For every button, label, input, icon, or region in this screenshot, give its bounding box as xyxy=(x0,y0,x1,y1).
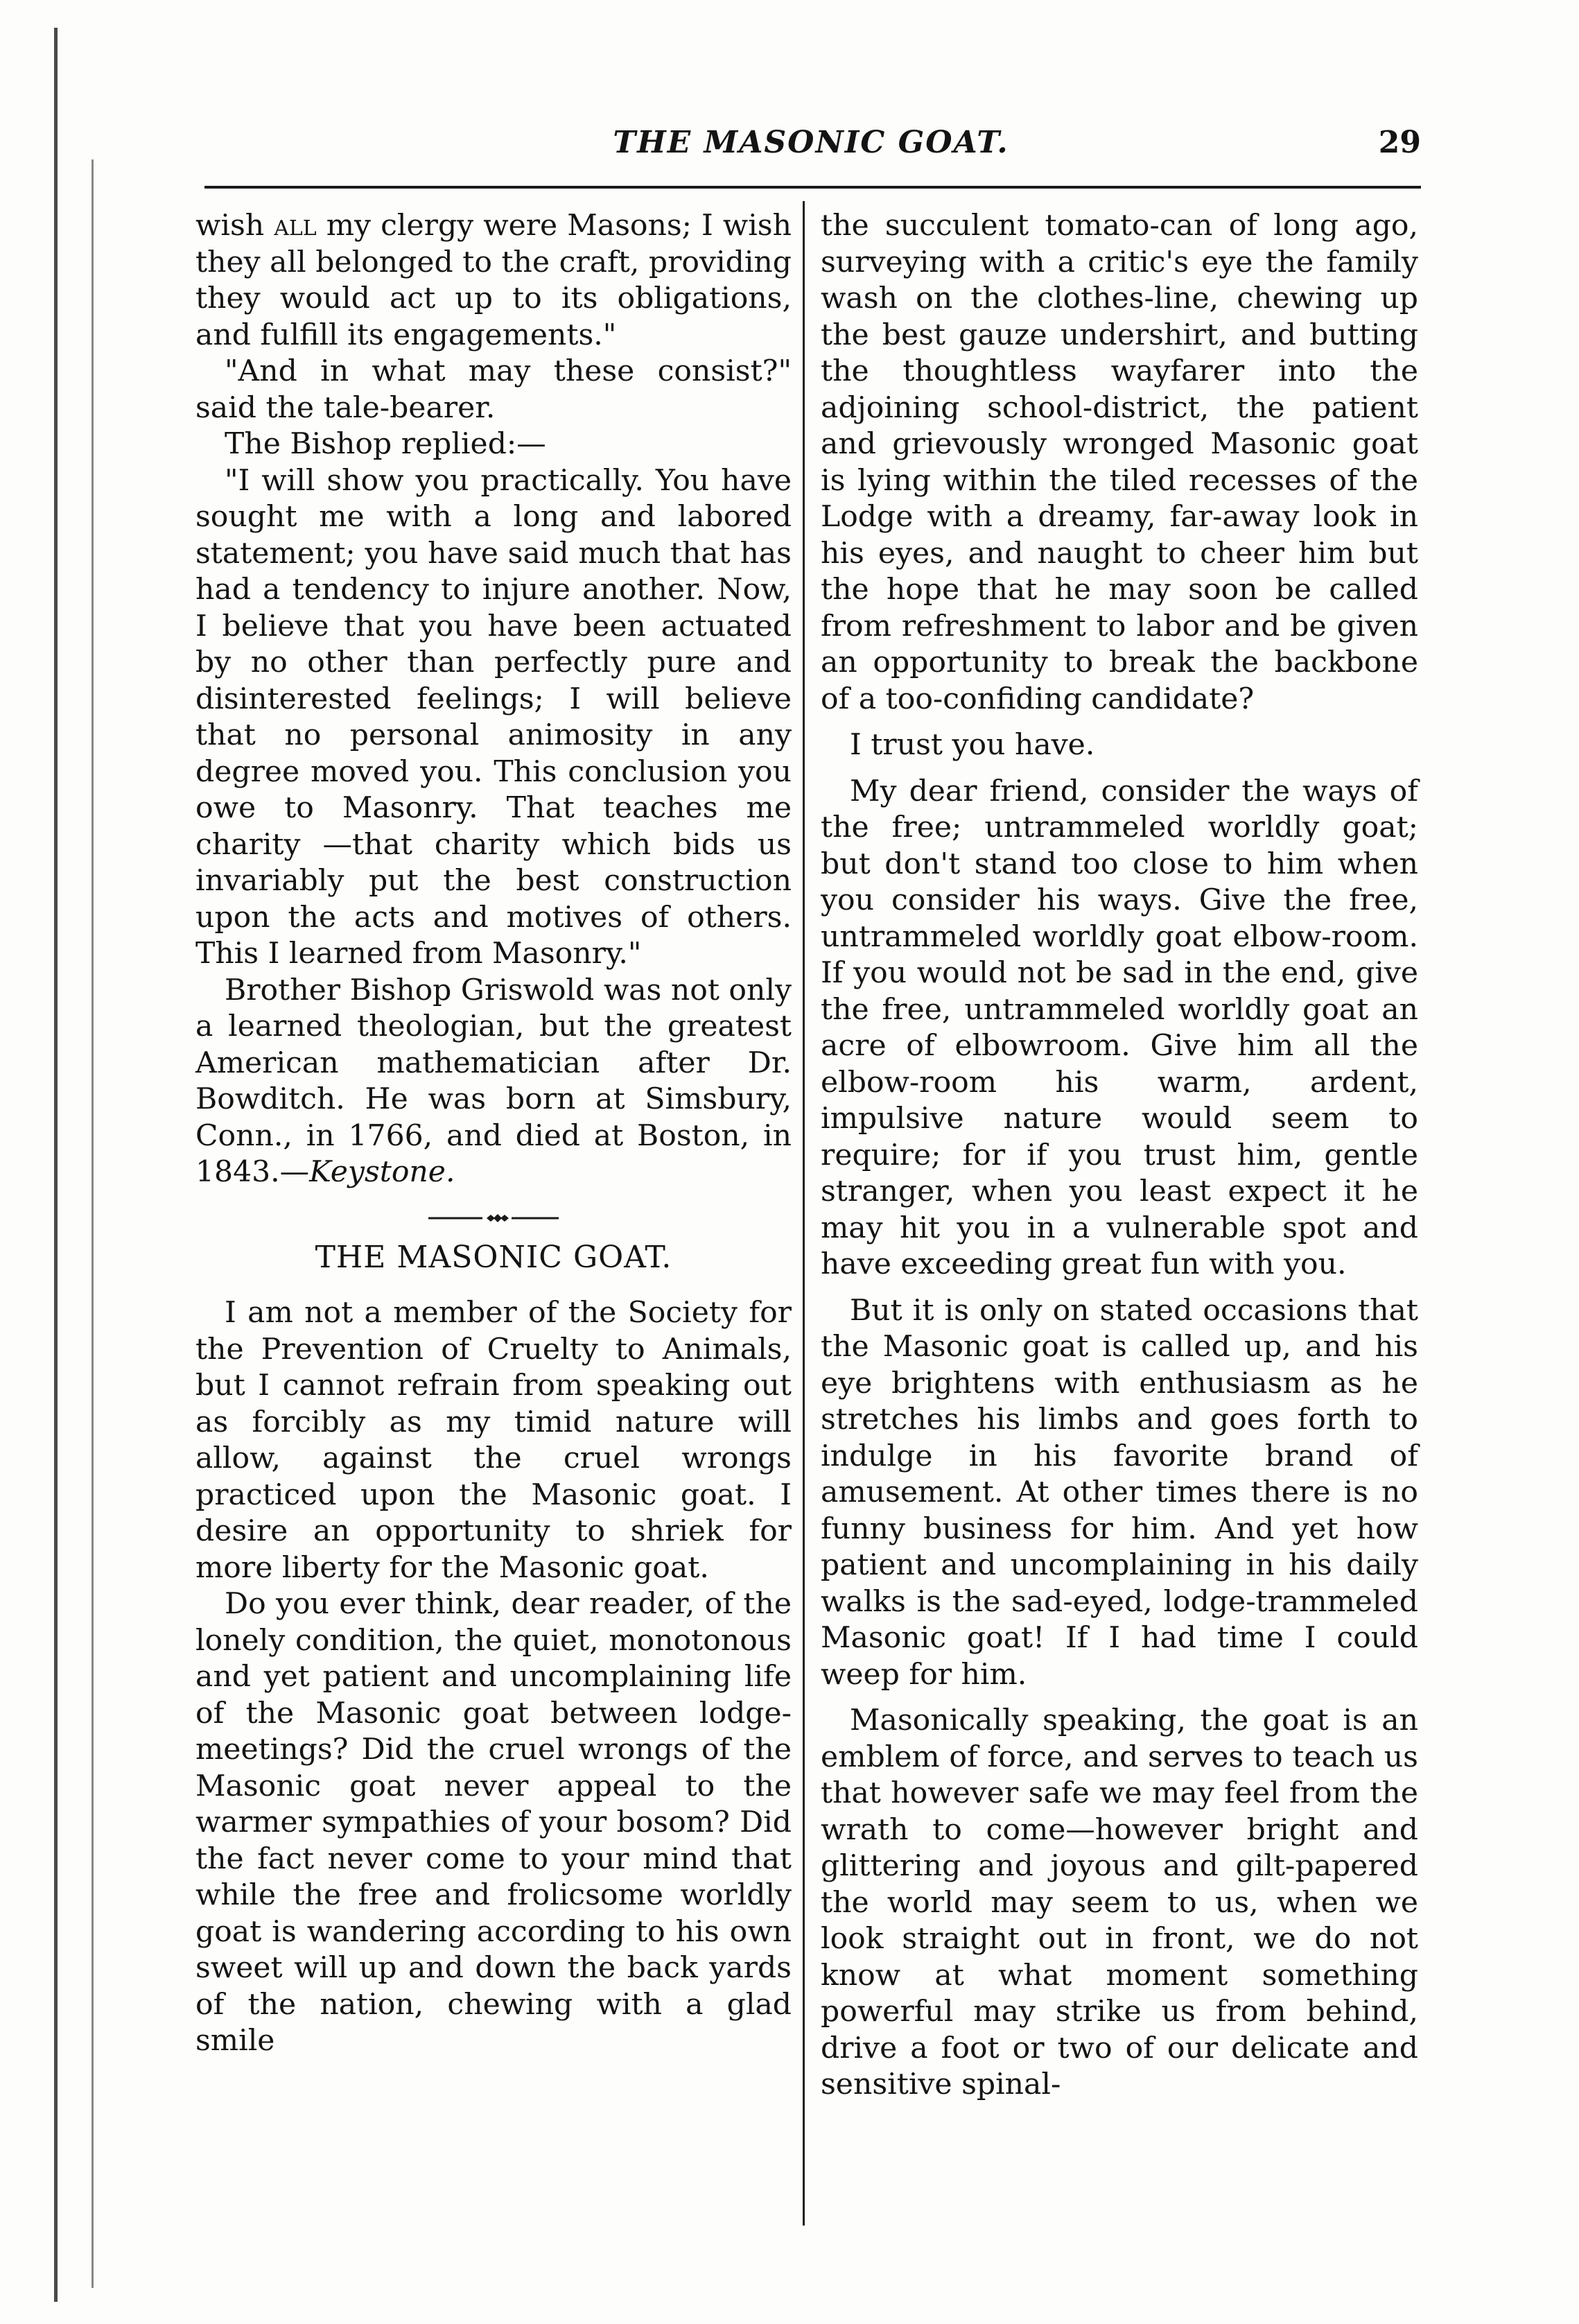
right-column xyxy=(821,208,1418,2104)
paragraph xyxy=(195,208,792,354)
source-attribution: Keystone. xyxy=(309,1155,455,1189)
binding-margin-line xyxy=(91,159,94,2288)
left-column xyxy=(195,208,792,2060)
paragraph: But it is only on stated occasions that the Masonic goat is called up, and his eye brightens with enthusiasm as he stretches his limbs and goes forth to indulge in his favorite brand of amusement. At other times there is no funny business for him. And yet how patient and uncomplaining in his daily walks is the sad-eyed, lodge-trammeled Masonic goat! If I had time I could weep for him. xyxy=(821,1293,1418,1692)
paragraph xyxy=(195,973,792,1191)
running-header xyxy=(201,125,1421,173)
section-title: THE MASONIC GOAT. xyxy=(315,1239,672,1275)
paragraph: Do you ever think, dear reader, of the lonely condition, the quiet, monotonous and yet patient and uncomplaining life of the Masonic goat between lodge-meetings? Did the cruel wrongs of the Masonic goat never appeal to the warmer sympathies of your bosom? Did the fact never come to your mind that while the free and frolicsome worldly goat is wandering according to his own sweet will up and down the back yards of the nation, chewing with a glad smile xyxy=(195,1587,792,2058)
binding-edge-line xyxy=(54,28,58,2302)
header-rule xyxy=(204,186,1421,189)
running-title: THE MASONIC GOAT. xyxy=(613,125,1009,160)
small-caps-word: all xyxy=(274,209,317,243)
paragraph-rest: my clergy were Masons; I wish they all belonged to the craft, providing they would act up to its obligations, and fulfill its engagements." xyxy=(195,209,792,352)
paragraph: "I will show you practically. You have sought me with a long and labored statement; you have said much that has had a tendency to injure another. Now, I believe that you have been actuated by no other than perfectly pure and disinterested feelings; I will believe that no personal animosity in any degree moved you. This conclusion you owe to Masonry. That teaches me charity —that charity which bids us invariably put the best construction upon the acts and motives of others. This I learned from Masonry." xyxy=(195,463,792,971)
section-ornament-divider xyxy=(424,1212,563,1224)
paragraph: Masonically speaking, the goat is an emblem of force, and serves to teach us that however safe we may feel from the wrath to come—however bright and glittering and joyous and gilt-papered the world may seem to us, when we look straight out in front, we do not know at what moment something powerful may strike us from behind, drive a foot or two of our delicate and sensitive spinal- xyxy=(821,1703,1418,2101)
paragraph-text: Brother Bishop Griswold was not only a learned theologian, but the greatest American mathematician after Dr. Bowditch. He was born at Simsbury, Conn., in 1766, and died at Boston, in 1843.— xyxy=(195,973,792,1189)
paragraph: The Bishop replied:— xyxy=(225,427,546,461)
paragraph: I am not a member of the Society for the Prevention of Cruelty to Animals, but I cannot refrain from speaking out as forcibly as my timid nature will allow, against the cruel wrongs practiced upon the Masonic goat. I desire an opportunity to shriek for more liberty for the Masonic goat. xyxy=(195,1296,792,1585)
page-number: 29 xyxy=(1378,125,1421,160)
paragraph-start: wish xyxy=(195,209,274,243)
paragraph: the succulent tomato-can of long ago, surveying with a critic's eye the family wash on the clothes-line, chewing up the best gauze undershirt, and butting the thoughtless wayfarer into the adjoining school-district, the patient and grievously wronged Masonic goat is lying within the tiled recesses of the Lodge with a dreamy, far-away look in his eyes, and naught to cheer him but the hope that he may soon be called from refreshment to labor and be given an opportunity to break the backbone of a too-confiding candidate? xyxy=(821,209,1418,716)
paragraph: I trust you have. xyxy=(850,728,1095,762)
paragraph: My dear friend, consider the ways of the free; untrammeled worldly goat; but don't stand too close to him when you consider his ways. Give the free, untrammeled worldly goat elbow-room. If you would not be sad in the end, give the free, untrammeled worldly goat an acre of elbowroom. Give him all the elbow-room his warm, ardent, impulsive nature would seem to require; for if you trust him, gentle stranger, when you least expect it he may hit you in a vulnerable spot and have exceeding great fun with you. xyxy=(821,774,1418,1281)
paragraph: "And in what may these consist?" said the tale-bearer. xyxy=(195,354,792,425)
column-divider xyxy=(803,201,805,2226)
